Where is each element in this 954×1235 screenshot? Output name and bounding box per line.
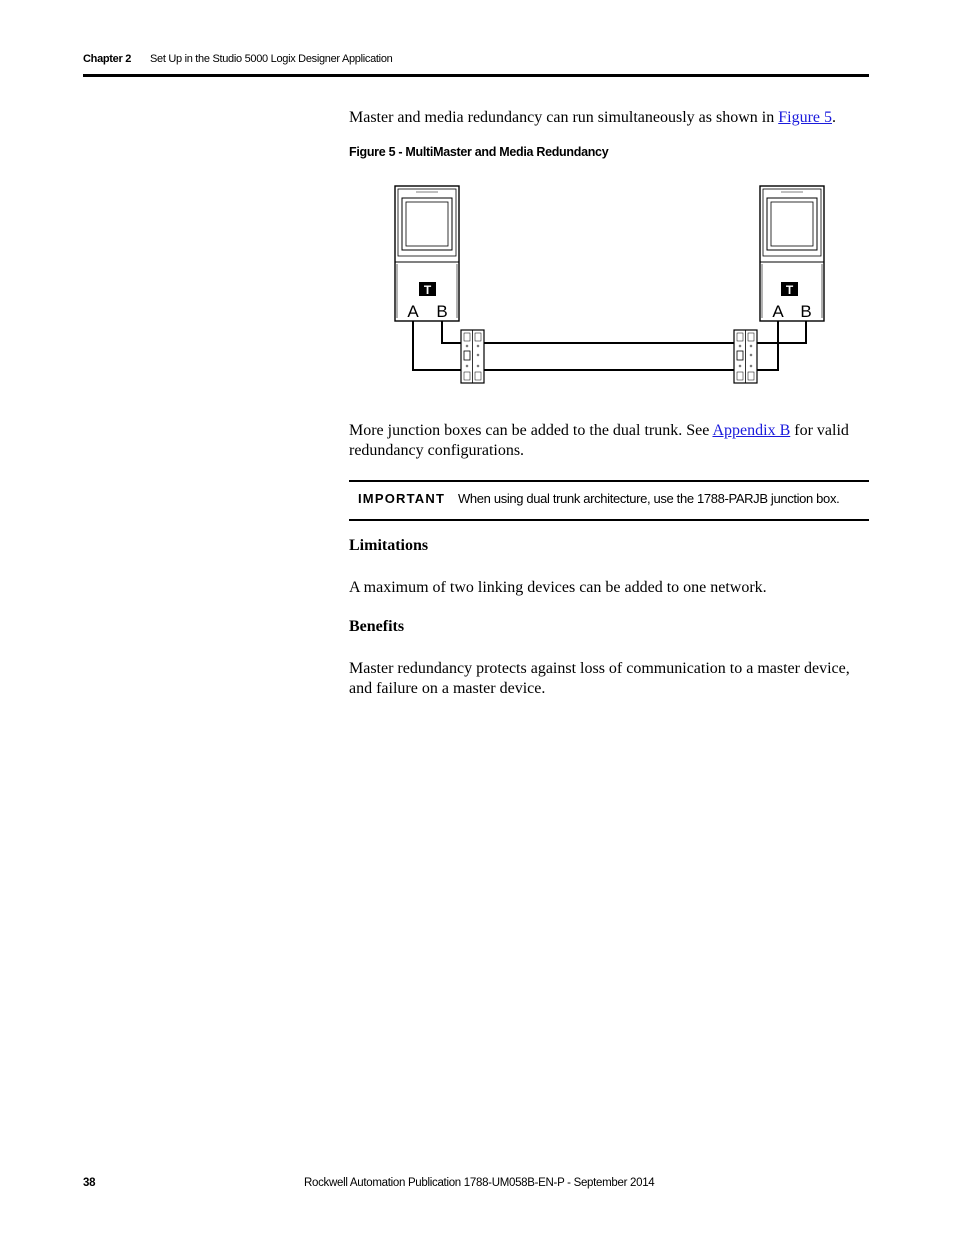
important-note <box>349 480 869 521</box>
benefits-heading: Benefits <box>349 618 405 635</box>
junction-paragraph <box>349 421 869 461</box>
intro-text: Master and media redundancy can run simultaneously as shown in <box>349 109 779 126</box>
right-port-a-label: A <box>772 302 784 321</box>
benefits-text: Master redundancy protects against loss of communication to a master device, and failure on a master device. <box>349 660 850 697</box>
left-linking-device <box>395 186 459 321</box>
chapter-title: Set Up in the Studio 5000 Logix Designer Application <box>150 53 393 65</box>
appendix-b-link[interactable]: Appendix B <box>712 422 791 439</box>
left-junction-box <box>461 330 484 383</box>
intro-paragraph <box>349 108 869 128</box>
limitations-text: A maximum of two linking devices can be added to one network. <box>349 579 767 596</box>
figure-caption: Figure 5 - MultiMaster and Media Redundancy <box>349 145 609 159</box>
header-rule <box>83 74 869 77</box>
left-port-b-cable <box>442 321 461 343</box>
right-junction-box <box>734 330 757 383</box>
publication-footer: Rockwell Automation Publication 1788-UM058B-EN-P - September 2014 <box>304 1177 655 1189</box>
intro-period: . <box>832 109 837 126</box>
right-port-b-label: B <box>800 302 812 321</box>
right-terminal-label: T <box>785 283 794 297</box>
limitations-heading: Limitations <box>349 537 429 554</box>
junction-text: More junction boxes can be added to the dual trunk. See <box>349 422 713 439</box>
right-port-a-cable <box>757 321 778 370</box>
page-number: 38 <box>83 1177 96 1189</box>
right-port-b-cable <box>757 321 806 343</box>
left-port-a-label: A <box>407 302 419 321</box>
left-terminal-label: T <box>423 283 432 297</box>
important-label: IMPORTANT <box>358 491 446 506</box>
left-port-b-label: B <box>436 302 448 321</box>
left-port-a-cable <box>413 321 461 370</box>
junction-text-end: for valid redundancy configurations. <box>349 422 849 459</box>
right-linking-device <box>760 186 824 321</box>
chapter-label: Chapter 2 <box>83 53 132 65</box>
important-message: When using dual trunk architecture, use the 1788-PARJB junction box. <box>458 491 840 506</box>
figure-5-link[interactable]: Figure 5 <box>778 109 833 126</box>
multimaster-redundancy-diagram <box>388 180 838 390</box>
page-header <box>83 53 869 75</box>
